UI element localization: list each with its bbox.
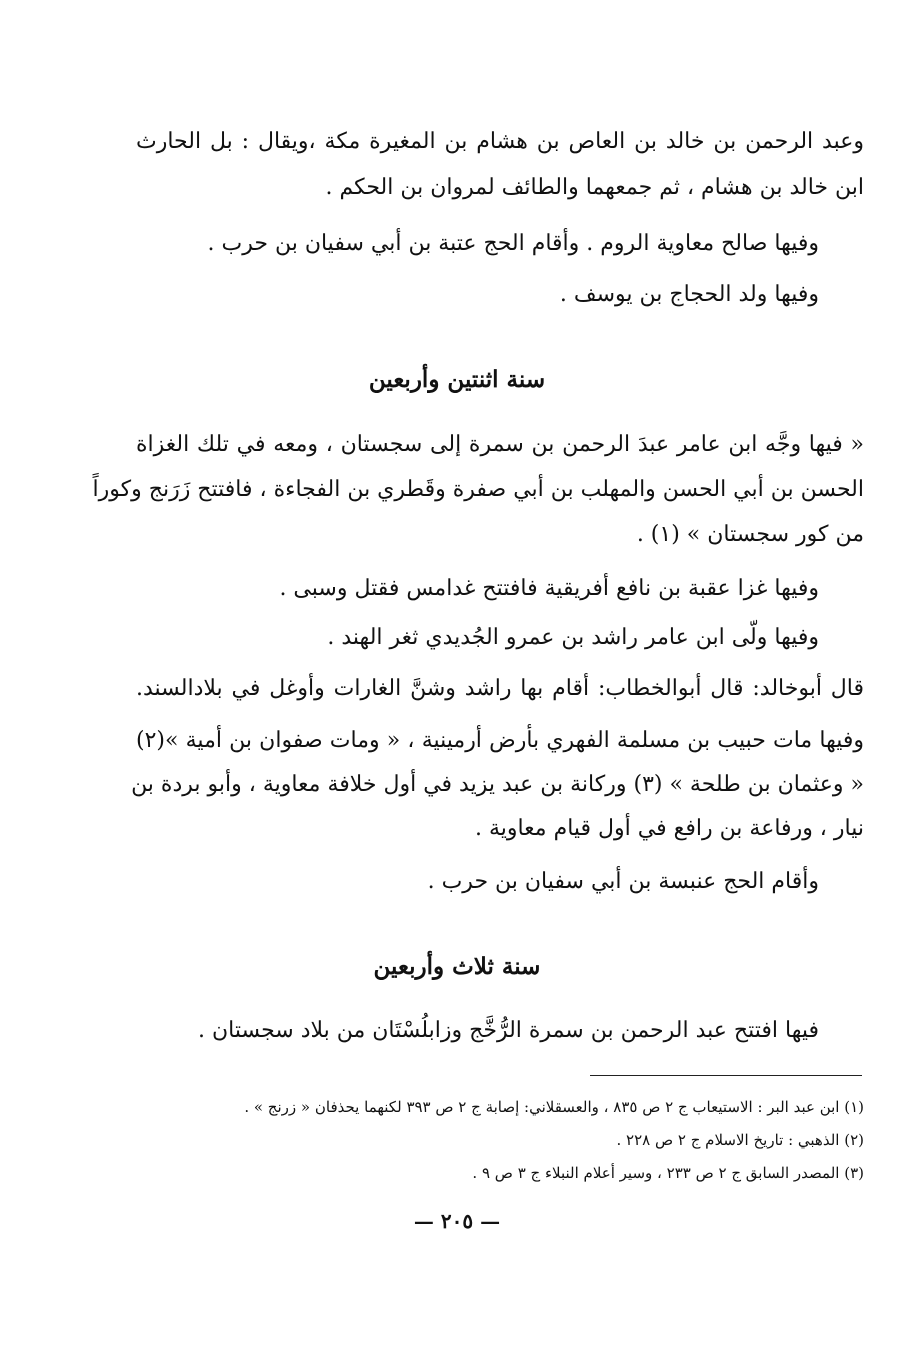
footnote: (٣) المصدر السابق ج ٢ ص ٢٣٣ ، وسير أعلام النبلاء ج ٣ ص ٩ . (472, 1164, 864, 1182)
paragraph-line: وفيها غزا عقبة بن نافع أفريقية فافتتح غدامس فقتل وسبى . (279, 576, 819, 601)
paragraph-line: وفيها ولد الحجاج بن يوسف . (559, 282, 819, 307)
paragraph-line: ابن خالد بن هشام ، ثم جمعهما والطائف لمروان بن الحكم . (325, 175, 864, 200)
paragraph-line: وعبد الرحمن بن خالد بن العاص بن هشام بن المغيرة مكة ،ويقال : بل الحارث (136, 129, 864, 154)
paragraph-line: فيها افتتح عبد الرحمن بن سمرة الرُّخَّج وزابلُسْتَان من بلاد سجستان . (197, 1018, 819, 1043)
paragraph-line: من كور سجستان » (١) . (636, 522, 864, 547)
footnote: (٢) الذهبي : تاريخ الاسلام ج ٢ ص ٢٢٨ . (616, 1131, 864, 1149)
footnote: (١) ابن عبد البر : الاستيعاب ج ٢ ص ٨٣٥ ، والعسقلاني: إصابة ج ٢ ص ٣٩٣ لكنهما يحذفان « زرنج » . (244, 1098, 864, 1116)
paragraph-line: وأقام الحج عنبسة بن أبي سفيان بن حرب . (427, 869, 819, 894)
section-heading: سنة ثلاث وأربعين (373, 953, 541, 980)
paragraph-line: « وعثمان بن طلحة » (٣) وركانة بن عبد يزيد في أول خلافة معاوية ، وأبو بردة بن (131, 772, 864, 797)
paragraph-line: نيار ، ورفاعة بن رافع في أول قيام معاوية . (474, 816, 864, 841)
paragraph-line: « فيها وجَّه ابن عامر عبدَ الرحمن بن سمرة إلى سجستان ، ومعه في تلك الغزاة (136, 432, 864, 457)
footnote-divider (590, 1075, 862, 1076)
paragraph-line: وفيها صالح معاوية الروم . وأقام الحج عتبة بن أبي سفيان بن حرب . (207, 231, 819, 256)
section-heading: سنة اثنتين وأربعين (368, 366, 546, 393)
paragraph-line: الحسن بن أبي الحسن والمهلب بن أبي صفرة وقَطري بن الفجاءة ، فافتتح زَرَنج وكوراً (92, 477, 864, 502)
page-number: — ٢٠٥ — (413, 1209, 501, 1233)
paragraph-line: قال أبوخالد: قال أبوالخطاب: أقام بها راشد وشنَّ الغارات وأوغل في بلادالسند. (136, 676, 864, 701)
paragraph-line: وفيها مات حبيب بن مسلمة الفهري بأرض أرمينية ، « ومات صفوان بن أمية »(٢) (136, 728, 864, 753)
paragraph-line: وفيها ولّى ابن عامر راشد بن عمرو الجُديدي ثغر الهند . (327, 625, 819, 650)
